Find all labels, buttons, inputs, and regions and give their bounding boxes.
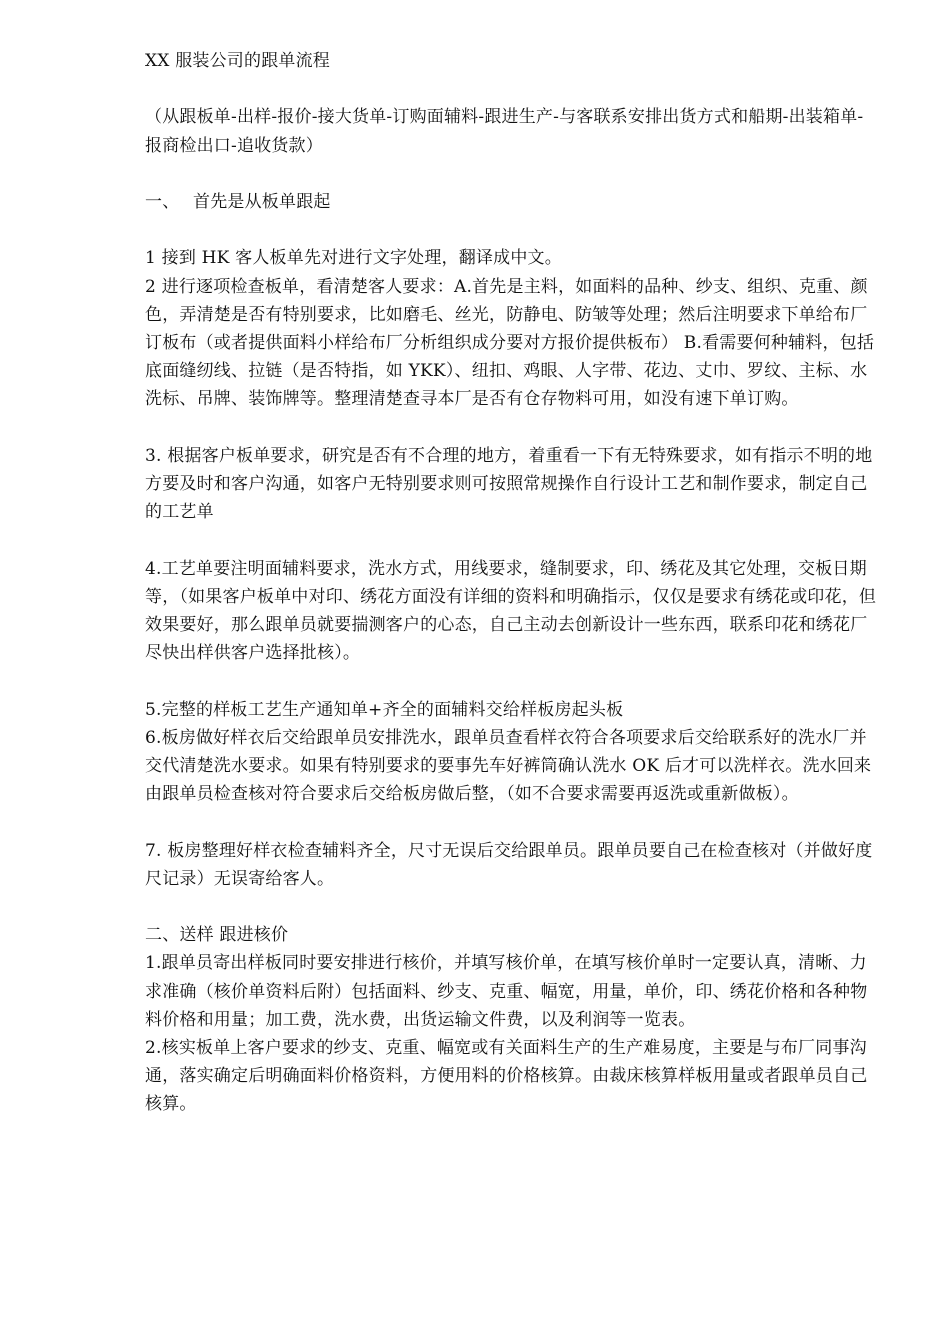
blank-line (145, 414, 880, 442)
section-heading-1 (145, 188, 880, 216)
paragraph-item-2: 2 进行逐项检查板单，看清楚客人要求：A.首先是主料，如面料的品种、纱支、组织、克重、颜色，弄清楚是否有特别要求，比如磨毛、丝光，防静电、防皱等处理；然后注明要求下单给布厂订板布（或者提供面料小样给布厂分析组织成分要对方报价提供板布） B.看需要何种辅料，包括底面缝纫线、拉链（是否特指，如 YKK）、纽扣、鸡眼、人字带、花边、丈巾、罗纹、主标、水洗标、吊牌、装饰牌等。整理清楚查寻本厂是否有仓存物料可用，如没有速下单订购。 (145, 276, 875, 410)
paragraph-section2-item-1: 1.跟单员寄出样板同时要安排进行核价，并填写核价单，在填写核价单时一定要认真，清晰、力求准确（核价单资料后附）包括面料、纱支、克重、幅宽，用量，单价，印、绣花价格和各种物料价格和用量；加工费，洗水费，出货运输文件费，以及利润等一览表。 (145, 953, 868, 1030)
paragraph-item-7: 7. 板房整理好样衣检查辅料齐全，尺寸无误后交给跟单员。跟单员要自己在检查核对（并做好度尺记录）无误寄给客人。 (145, 840, 873, 889)
paragraph-item-6: 6.板房做好样衣后交给跟单员安排洗水，跟单员查看样衣符合各项要求后交给联系好的洗水厂并交代清楚洗水要求。如果有特别要求的要事先车好裤筒确认洗水 OK 后才可以洗样衣。洗水回来由跟单员检查核对符合要求后交给板房做后整，（如不合要求需要再返洗或重新做板）。 (145, 727, 872, 805)
section-number: 一、 (145, 191, 180, 212)
blank-line (145, 75, 880, 103)
document-title: XX 服装公司的跟单流程 (145, 51, 331, 71)
blank-line (145, 808, 880, 836)
blank-line (145, 160, 880, 188)
paragraph-item-1: 1 接到 HK 客人板单先对进行文字处理，翻译成中文。 (145, 248, 562, 269)
paragraph-item-5: 5.完整的样板工艺生产通知单+齐全的面辅料交给样板房起头板 (145, 699, 624, 720)
document-body (145, 47, 880, 1119)
paragraph-item-4: 4.工艺单要注明面辅料要求，洗水方式，用线要求，缝制要求，印、绣花及其它处理，交板日期等，（如果客户板单中对印、绣花方面没有详细的资料和明确指示，仅仅是要求有绣花或印花，但效果要好，那么跟单员就要揣测客户的心态，自己主动去创新设计一些东西，联系印花和绣花厂尽快出样供客户选择批核）。 (145, 558, 877, 664)
blank-line (145, 893, 880, 921)
blank-line (145, 667, 880, 695)
section-title: 首先是从板单跟起 (193, 191, 331, 212)
blank-line (145, 526, 880, 554)
section-heading-2: 二、送样 跟进核价 (145, 925, 289, 946)
paragraph-item-3: 3. 根据客户板单要求，研究是否有不合理的地方，着重看一下有无特殊要求，如有指示不明的地方要及时和客户沟通，如客户无特别要求则可按照常规操作自行设计工艺和制作要求，制定自己的工艺单 (145, 445, 873, 523)
document-subtitle: （从跟板单-出样-报价-接大货单-订购面辅料-跟进生产-与客联系安排出货方式和船期-出装箱单-报商检出口-追收货款） (145, 107, 864, 156)
paragraph-section2-item-2: 2.核实板单上客户要求的纱支、克重、幅宽或有关面料生产的生产难易度，主要是与布厂同事沟通，落实确定后明确面料价格资料，方便用料的价格核算。由裁床核算样板用量或者跟单员自己核算。 (145, 1037, 868, 1115)
blank-line (145, 216, 880, 244)
